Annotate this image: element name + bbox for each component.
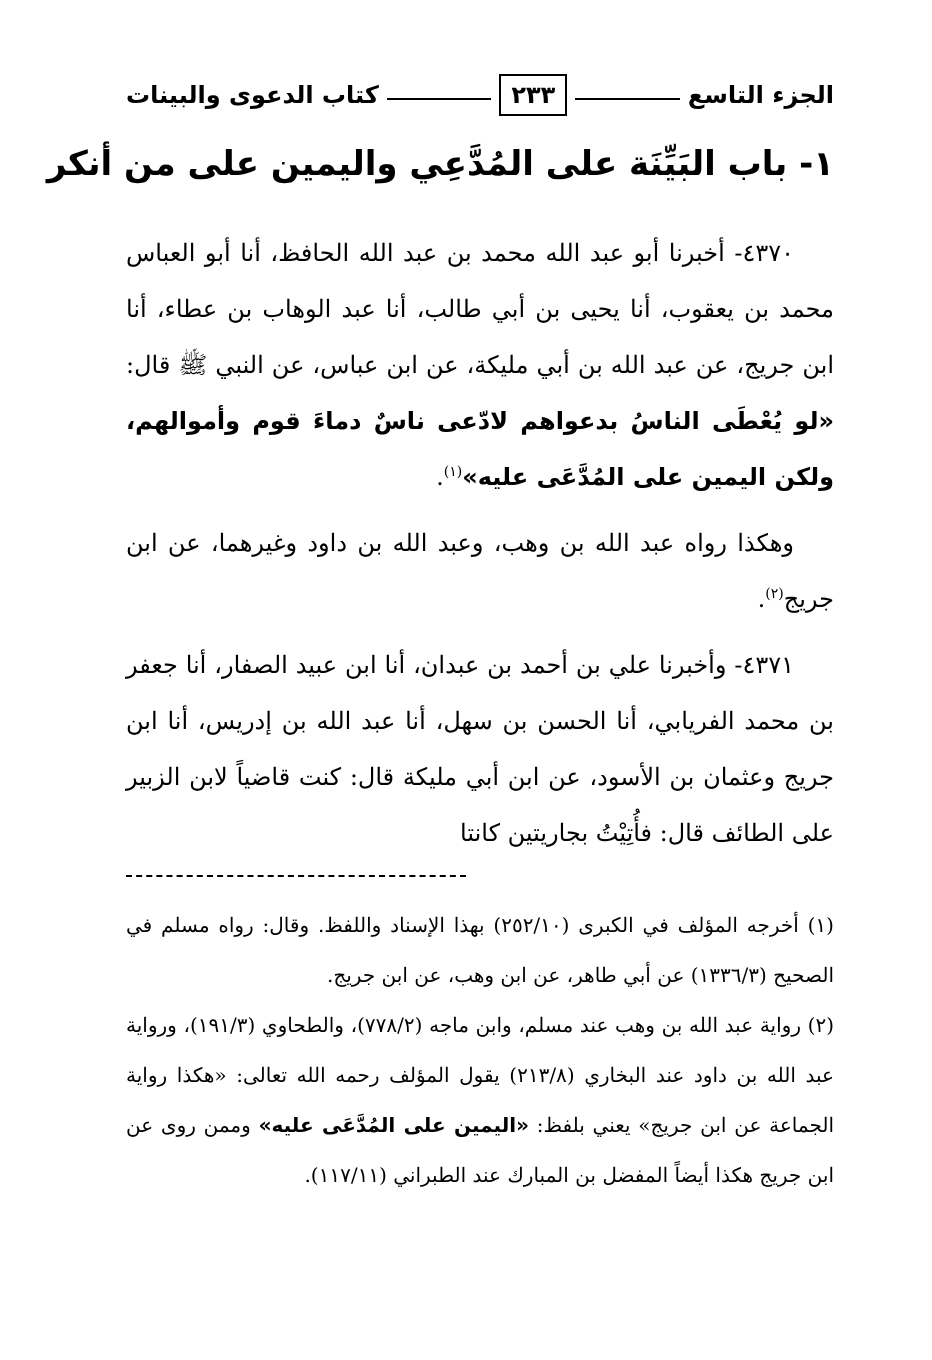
running-header [126, 70, 834, 120]
paragraph-2 [126, 515, 834, 627]
paragraph-2-end: . [757, 585, 766, 613]
chapter-title: ١- باب البَيِّنَة على المُدَّعِي واليمين على من أنكر [46, 144, 834, 184]
footnote-2-end: وممن روى عن ابن جريج هكذا أيضاً المفضل بن المبارك عند الطبراني (١١٧/١١). [126, 1113, 834, 1187]
page [46, 70, 835, 1330]
hadith-4370 [126, 225, 834, 505]
page-number: ٢٣٣ [499, 74, 567, 116]
hadith-4371 [126, 637, 834, 861]
footnotes [126, 900, 834, 1200]
paragraph-2-text: وهكذا رواه عبد الله بن وهب، وعبد الله بن داود وغيرهما، عن ابن جريج [126, 529, 834, 613]
book-title: كتاب الدعوى والبينات [126, 81, 379, 109]
header-rule-right [575, 98, 680, 100]
footnote-ref-1[interactable]: (١) [443, 464, 463, 480]
hadith-4370-text: ٤٣٧٠- أخبرنا أبو عبد الله محمد بن عبد الله الحافظ، أنا أبو العباس محمد بن يعقوب، أنا يحيى بن أبي طالب، أنا عبد الوهاب بن عطاء، أنا ابن جريج، عن عبد الله بن أبي مليكة، عن ابن عباس، عن النبي ﷺ قال: [126, 239, 834, 379]
footnote-2 [126, 1000, 834, 1200]
footnote-1: (١) أخرجه المؤلف في الكبرى (٢٥٢/١٠) بهذا الإسناد واللفظ. وقال: رواه مسلم في الصحيح (١٣٣٦/٣) عن أبي طاهر، عن ابن وهب، عن ابن جريج. [126, 913, 834, 987]
footnote-ref-2[interactable]: (٢) [765, 586, 784, 602]
footnote-2-text: (٢) رواية عبد الله بن وهب عند مسلم، وابن ماجه (٧٧٨/٢)، والطحاوي (١٩١/٣)، ورواية عبد الله بن داود عند البخاري (٢١٣/٨) يقول المؤلف رحمه الله تعالى: «هكذا رواية الجماعة عن ابن جريج» يعني بلفظ: [126, 1013, 835, 1137]
hadith-4371-text: ٤٣٧١- وأخبرنا علي بن أحمد بن عبدان، أنا ابن عبيد الصفار، أنا جعفر بن محمد الفريابي، أنا الحسن بن سهل، أنا عبد الله بن إدريس، أنا ابن جريج وعثمان بن الأسود، عن ابن أبي مليكة قال: كنت قاضياً لابن الزبير على الطائف قال: فأُتِيْتُ بجاريتين كانتا [126, 651, 834, 847]
footnote-2-quote: «اليمين على المُدَّعَى عليه» [258, 1113, 530, 1137]
footnote-separator [126, 875, 466, 877]
hadith-4370-quote: «لو يُعْطَى الناسُ بدعواهم لادّعى ناسٌ دماءَ قوم وأموالهم، ولكن اليمين على المُدَّعَى عليه» [126, 407, 834, 491]
hadith-4370-end: . [436, 463, 444, 491]
main-text [126, 225, 834, 861]
part-label: الجزء التاسع [687, 81, 834, 109]
header-rule-left [387, 98, 492, 100]
